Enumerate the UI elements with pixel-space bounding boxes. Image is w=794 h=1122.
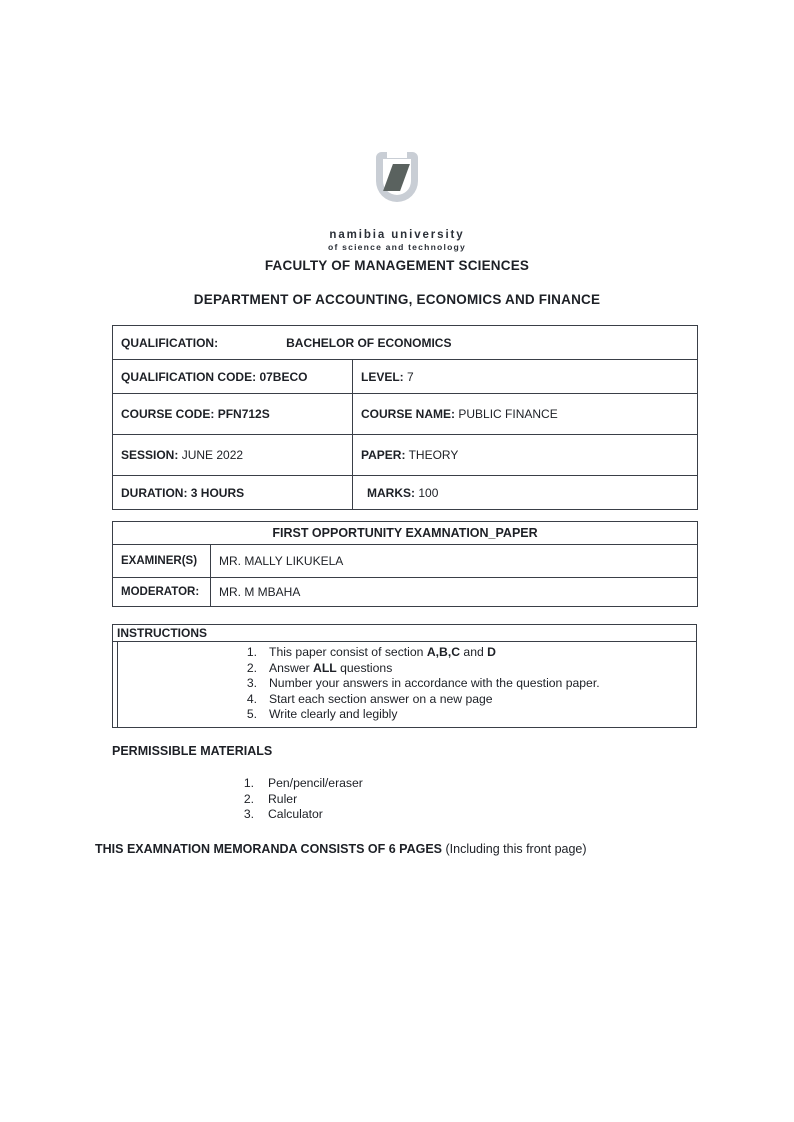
permissible-material-text: Pen/pencil/eraser [268, 776, 363, 790]
permissible-material-number: 1. [243, 776, 254, 790]
nust-shield-logo-icon [368, 150, 426, 220]
qualification-value: BACHELOR OF ECONOMICS [286, 335, 452, 350]
instruction-number: 5. [246, 707, 257, 722]
instruction-text: Answer ALL questions [269, 660, 393, 675]
instruction-item [113, 676, 696, 692]
permissible-material-number: 2. [243, 791, 254, 806]
institution-logo-block [0, 150, 794, 252]
instructions-body [113, 642, 696, 727]
level-label: LEVEL: [361, 369, 404, 384]
paper-value: THEORY [408, 448, 459, 462]
table-row [113, 435, 698, 476]
course-code-label: COURSE CODE: [121, 407, 215, 421]
instructions-list [113, 645, 696, 723]
permissible-materials-list [112, 776, 697, 823]
course-name-label: COURSE NAME: [361, 407, 456, 421]
instruction-number: 3. [246, 676, 257, 691]
marks-label: MARKS: [367, 485, 415, 500]
permissible-material-item [112, 792, 697, 808]
session-cell [113, 435, 353, 476]
instruction-text: This paper consist of section A,B,C and D [269, 645, 496, 659]
table-row [113, 360, 698, 394]
instruction-text: Number your answers in accordance with the question paper. [269, 676, 600, 691]
qualification-cell [113, 326, 698, 360]
course-code-cell [113, 394, 353, 435]
table-row [113, 578, 698, 607]
paper-cell [353, 435, 698, 476]
permissible-materials-heading: PERMISSIBLE MATERIALS [112, 744, 273, 758]
faculty-heading: FACULTY OF MANAGEMENT SCIENCES [264, 258, 530, 273]
moderator-label: MODERATOR: [113, 578, 211, 607]
permissible-material-item [112, 807, 697, 823]
duration-value: 3 HOURS [190, 485, 245, 500]
course-name-value: PUBLIC FINANCE [458, 407, 558, 421]
instructions-box [112, 624, 697, 728]
instruction-item [113, 692, 696, 708]
session-value: JUNE 2022 [181, 448, 244, 462]
qualification-table [112, 325, 698, 510]
instructions-title: INSTRUCTIONS [113, 625, 696, 642]
qualification-code-cell [113, 360, 353, 394]
instruction-number: 4. [246, 691, 257, 706]
department-heading: DEPARTMENT OF ACCOUNTING, ECONOMICS AND FINANCE [193, 292, 601, 307]
qualification-code-label: QUALIFICATION CODE: [121, 369, 257, 384]
opportunity-title: FIRST OPPORTUNITY EXAMNATION_PAPER [113, 522, 698, 545]
qualification-label: QUALIFICATION: [121, 335, 219, 350]
instruction-item [113, 707, 696, 723]
examiner-value: MR. MALLY LIKUKELA [211, 545, 698, 578]
instruction-number: 2. [246, 660, 257, 675]
session-label: SESSION: [121, 448, 179, 462]
pages-note-light: (Including this front page) [442, 842, 587, 856]
instruction-item [113, 645, 696, 661]
university-name-line1: namibia university [329, 229, 465, 241]
table-row [113, 476, 698, 510]
marks-value: 100 [418, 485, 439, 500]
instruction-text: Start each section answer on a new page [269, 691, 493, 706]
permissible-material-text: Calculator [268, 807, 323, 822]
level-cell [353, 360, 698, 394]
permissible-material-text: Ruler [268, 791, 298, 806]
university-name-line2: of science and technology [328, 242, 466, 252]
examiner-table [112, 521, 698, 607]
instruction-text: Write clearly and legibly [269, 707, 398, 722]
qualification-code-value: 07BECO [259, 369, 308, 384]
table-row [113, 326, 698, 360]
permissible-material-item [112, 776, 697, 792]
table-row [113, 522, 698, 545]
course-name-cell [353, 394, 698, 435]
table-row [113, 545, 698, 578]
moderator-value: MR. M MBAHA [211, 578, 698, 607]
permissible-material-number: 3. [243, 807, 254, 822]
instruction-item [113, 661, 696, 677]
duration-cell [113, 476, 353, 510]
table-row [113, 394, 698, 435]
course-code-value: PFN712S [217, 407, 270, 421]
duration-label: DURATION: [121, 485, 188, 500]
marks-cell [353, 476, 698, 510]
level-value: 7 [407, 369, 414, 384]
instruction-number: 1. [246, 645, 257, 659]
pages-note-strong: THIS EXAMNATION MEMORANDA CONSISTS OF 6 PAGES [95, 842, 443, 856]
paper-label: PAPER: [361, 448, 406, 462]
pages-note [95, 842, 587, 856]
examiner-label: EXAMINER(S) [113, 545, 211, 578]
